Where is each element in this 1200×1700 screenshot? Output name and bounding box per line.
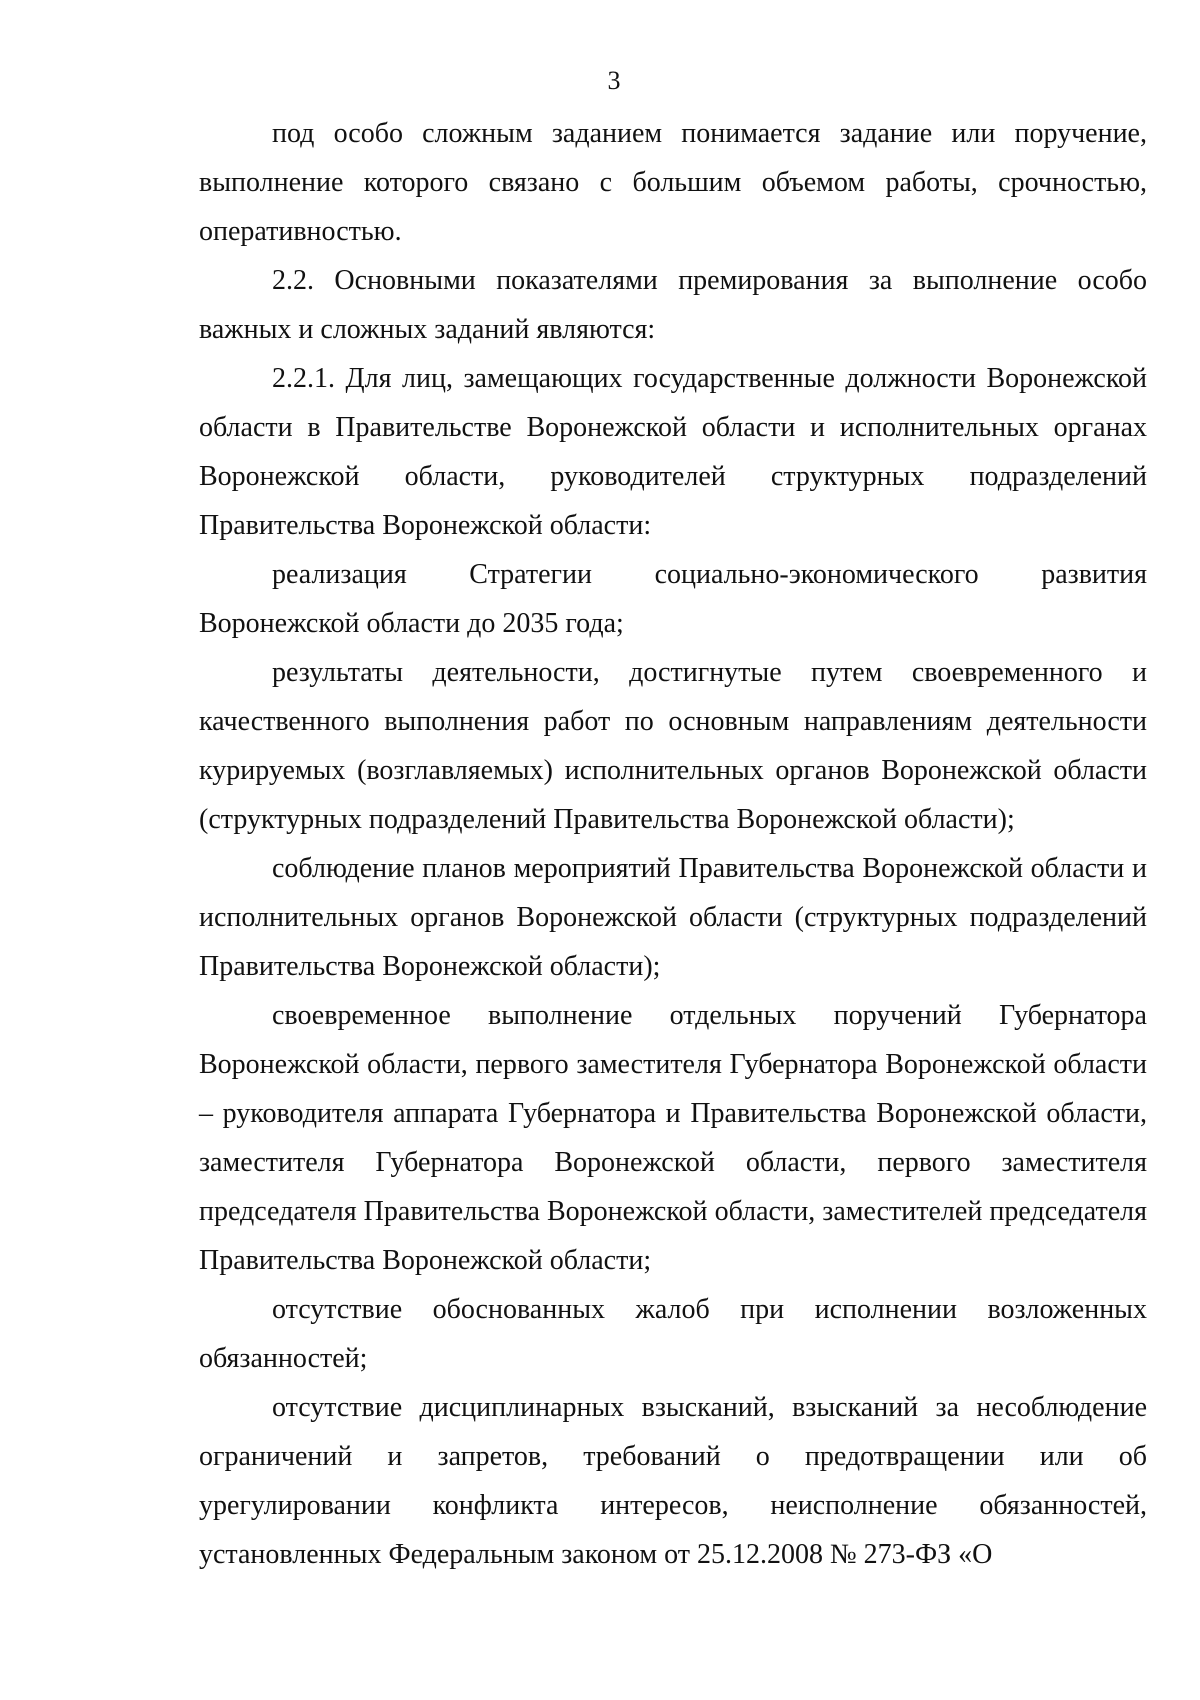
list-item-results: результаты деятельности, достигнутые путем своевременного и качественного выполнения работ по основным направлениям деятельности курируемых (возглавляемых) исполнительных органов Воронежской области (структурных подразделений Правительства Воронежской области);	[199, 657, 1147, 835]
paragraph-2-2: 2.2. Основными показателями премирования за выполнение особо важных и сложных заданий являются:	[199, 265, 1147, 345]
list-item-disciplinary: отсутствие дисциплинарных взысканий, взысканий за несоблюдение ограничений и запретов, требований о предотвращении или об урегулировании конфликта интересов, неисполнение обязанностей, установленных Федеральным законом от 25.12.2008 № 273-ФЗ «О	[199, 1392, 1147, 1570]
list-item-instructions: своевременное выполнение отдельных поручений Губернатора Воронежской области, первого заместителя Губернатора Воронежской области – руководителя аппарата Губернатора и Правительства Воронежской области, заместителя Губернатора Воронежской области, первого заместителя председателя Правительства Воронежской области, заместителей председателя Правительства Воронежской области;	[199, 1000, 1147, 1276]
paragraph-complex-task-definition: под особо сложным заданием понимается задание или поручение, выполнение которого связано с большим объемом работы, срочностью, оперативностью.	[199, 118, 1147, 247]
list-item-strategy: реализация Стратегии социально-экономического развития Воронежской области до 2035 года;	[199, 559, 1147, 639]
list-item-complaints: отсутствие обоснованных жалоб при исполнении возложенных обязанностей;	[199, 1294, 1147, 1374]
document-body	[199, 109, 1147, 1579]
paragraph-2-2-1: 2.2.1. Для лиц, замещающих государственные должности Воронежской области в Правительстве Воронежской области и исполнительных органах Воронежской области, руководителей структурных подразделений Правительства Воронежской области:	[199, 363, 1147, 541]
list-item-plans: соблюдение планов мероприятий Правительства Воронежской области и исполнительных органов Воронежской области (структурных подразделений Правительства Воронежской области);	[199, 853, 1147, 982]
page-number: 3	[607, 66, 621, 95]
